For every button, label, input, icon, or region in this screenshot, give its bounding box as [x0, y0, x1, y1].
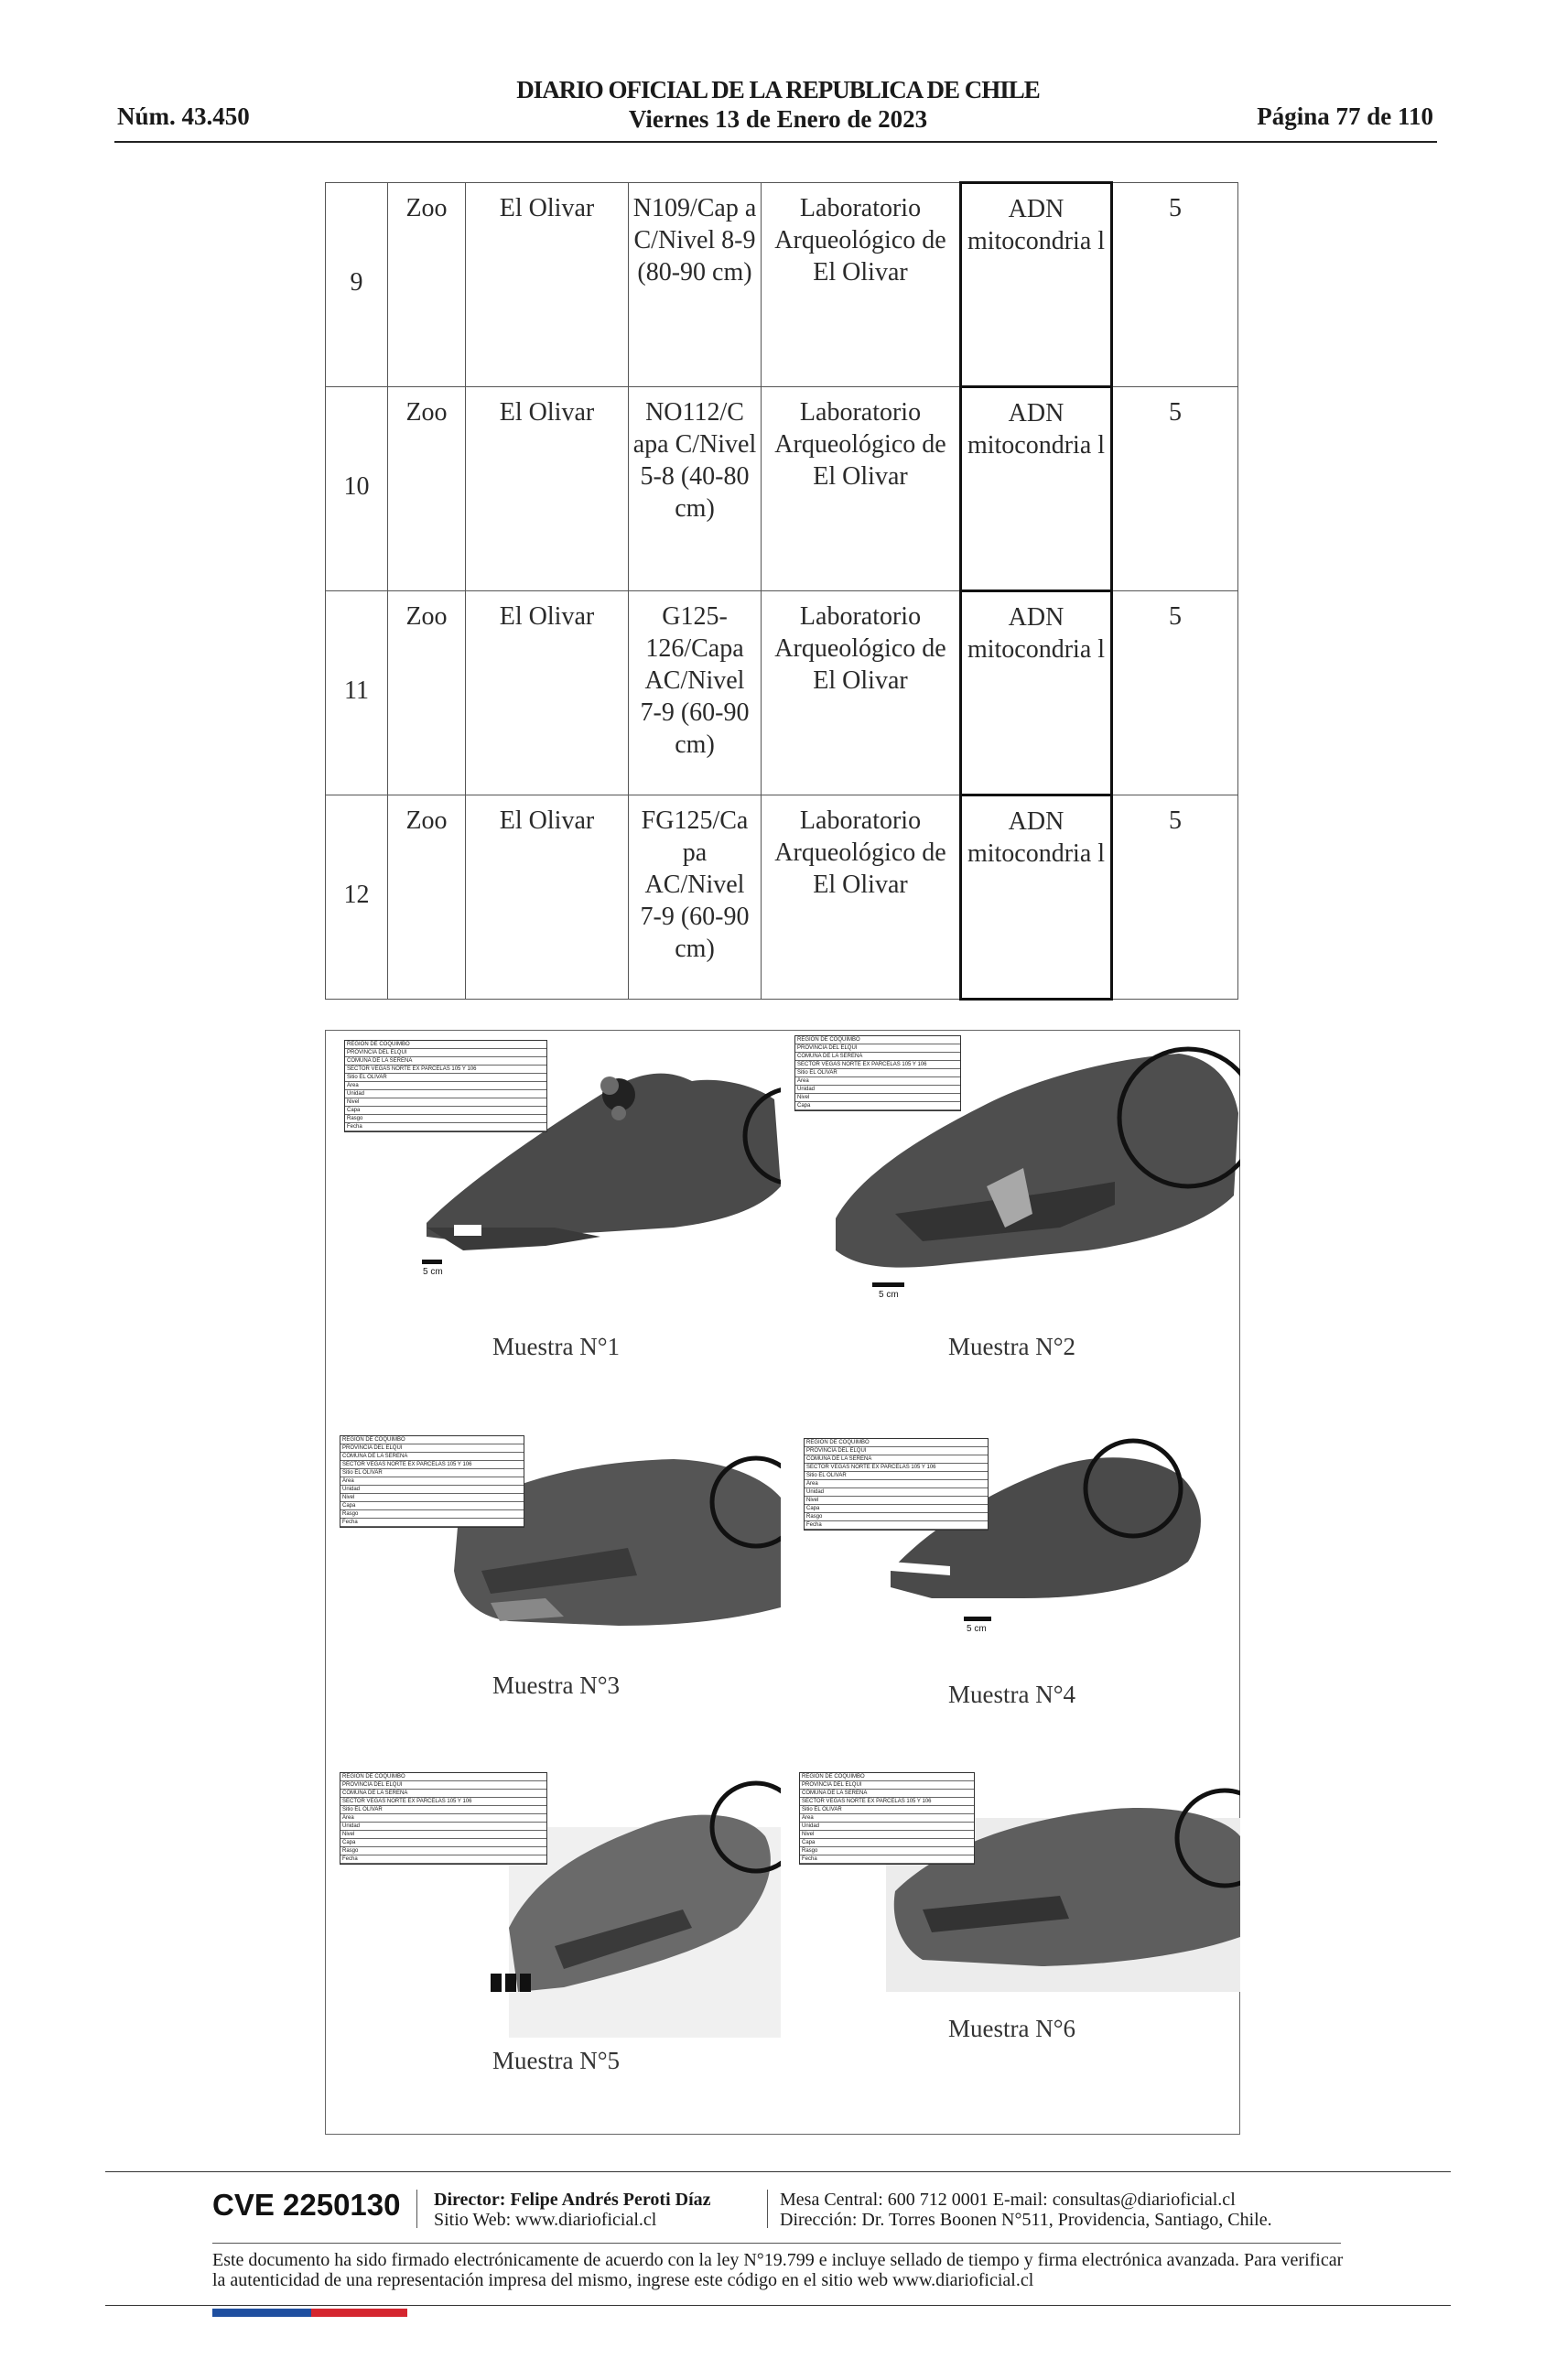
row-location: NO112/C apa C/Nivel 5-8 (40-80 cm): [629, 387, 762, 591]
footer-rule: [105, 2171, 1451, 2172]
row-qty: 5: [1112, 183, 1238, 387]
row-analysis: ADN mitocondria l: [961, 795, 1112, 1000]
sample-photo-3: [326, 1433, 781, 1800]
footer-rule: [212, 2243, 1341, 2244]
photo-caption: Muestra N°3: [492, 1671, 621, 1699]
row-qty: 5: [1112, 591, 1238, 795]
sample-photo-5: [326, 1772, 781, 2138]
row-id: 9: [326, 183, 388, 387]
specimen-label: REGION DE COQUIMBO PROVINCIA DEL ELQUI COMUNA DE LA SERENA SECTOR VEGAS NORTE EX PARCELAS 105 Y 106 Sitio EL OLIVAR Área Unidad Nivel Capa Rasgo Fecha: [344, 1040, 547, 1132]
row-site: El Olivar: [466, 591, 629, 795]
header-rule: [114, 141, 1437, 143]
row-location: G125-126/Capa AC/Nivel 7-9 (60-90 cm): [629, 591, 762, 795]
sample-photo-grid: [325, 1030, 1240, 2135]
footer-divider: [767, 2190, 768, 2228]
photo-caption: Muestra N°1: [492, 1333, 621, 1360]
specimen-label: REGION DE COQUIMBO PROVINCIA DEL ELQUI COMUNA DE LA SERENA SECTOR VEGAS NORTE EX PARCELAS 105 Y 106 Sitio EL OLIVAR Área Unidad Nivel Capa Rasgo Fecha: [804, 1438, 989, 1531]
sample-photo-1: [326, 1031, 781, 1397]
specimen-label: REGION DE COQUIMBO PROVINCIA DEL ELQUI COMUNA DE LA SERENA SECTOR VEGAS NORTE EX PARCELAS 105 Y 106 Sitio EL OLIVAR Área Unidad Nivel Capa Rasgo Fecha: [340, 1435, 524, 1528]
row-lab: Laboratorio Arqueológico de El Olivar: [762, 183, 961, 387]
table-row: [326, 387, 1238, 591]
sample-photo-6: [785, 1772, 1240, 2138]
scale-label: 5 cm: [879, 1290, 899, 1300]
row-id: 11: [326, 591, 388, 795]
table-row: [326, 795, 1238, 1000]
row-site: El Olivar: [466, 795, 629, 1000]
row-site: El Olivar: [466, 183, 629, 387]
photo-caption: Muestra N°5: [492, 2047, 621, 2074]
specimen-label: REGION DE COQUIMBO PROVINCIA DEL ELQUI COMUNA DE LA SERENA SECTOR VEGAS NORTE EX PARCELAS 105 Y 106 Sitio EL OLIVAR Área Unidad Nivel Capa Rasgo Fecha: [340, 1772, 547, 1865]
scale-label: 5 cm: [423, 1267, 443, 1277]
row-location: N109/Cap a C/Nivel 8-9 (80-90 cm): [629, 183, 762, 387]
row-location: FG125/Ca pa AC/Nivel 7-9 (60-90 cm): [629, 795, 762, 1000]
legal-notice: Este documento ha sido firmado electrónicamente de acuerdo con la ley N°19.799 e incluye sellado de tiempo y firma electrónica avanzada. Para verificar la autenticidad de una representación impresa del mismo, ingrese este código en el sitio web www.diarioficial.cl: [212, 2250, 1344, 2290]
row-site: El Olivar: [466, 387, 629, 591]
masthead: [458, 75, 1098, 134]
masthead-date: Viernes 13 de Enero de 2023: [628, 105, 928, 133]
cve-code: CVE 2250130: [212, 2188, 401, 2222]
row-type: Zoo: [388, 795, 466, 1000]
director-name: Director: Felipe Andrés Peroti Díaz: [434, 2190, 711, 2210]
footer-contact: [780, 2190, 1272, 2230]
specimen-label: REGION DE COQUIMBO PROVINCIA DEL ELQUI COMUNA DE LA SERENA SECTOR VEGAS NORTE EX PARCELAS 105 Y 106 Sitio EL OLIVAR Área Unidad Nivel Capa Rasgo Fecha: [799, 1772, 975, 1865]
website[interactable]: Sitio Web: www.diarioficial.cl: [434, 2210, 657, 2230]
sample-photo-2: [785, 1031, 1240, 1397]
row-analysis: ADN mitocondria l: [961, 387, 1112, 591]
row-analysis: ADN mitocondria l: [961, 591, 1112, 795]
contact-phone-email: Mesa Central: 600 712 0001 E-mail: consultas@diarioficial.cl: [780, 2190, 1236, 2210]
page-number: Página 77 de 110: [1257, 103, 1433, 130]
photo-caption: Muestra N°4: [948, 1681, 1076, 1708]
flag-stripe-blue: [212, 2309, 311, 2317]
row-id: 10: [326, 387, 388, 591]
specimen-label: REGION DE COQUIMBO PROVINCIA DEL ELQUI COMUNA DE LA SERENA SECTOR VEGAS NORTE EX PARCELAS 105 Y 106 Sitio EL OLIVAR Área Unidad Nivel Capa: [794, 1035, 961, 1111]
sample-photo-4: [785, 1433, 1240, 1800]
row-type: Zoo: [388, 591, 466, 795]
row-type: Zoo: [388, 387, 466, 591]
masthead-title: DIARIO OFICIAL DE LA REPUBLICA DE CHILE: [516, 76, 1040, 103]
row-qty: 5: [1112, 387, 1238, 591]
row-id: 12: [326, 795, 388, 1000]
row-lab: Laboratorio Arqueológico de El Olivar: [762, 591, 961, 795]
row-type: Zoo: [388, 183, 466, 387]
footer-director: [434, 2190, 711, 2230]
samples-table: [325, 181, 1238, 1001]
footer-rule: [105, 2305, 1451, 2306]
row-qty: 5: [1112, 795, 1238, 1000]
row-lab: Laboratorio Arqueológico de El Olivar: [762, 387, 961, 591]
row-analysis: ADN mitocondria l: [961, 183, 1112, 387]
table-row: [326, 183, 1238, 387]
table-row: [326, 591, 1238, 795]
row-lab: Laboratorio Arqueológico de El Olivar: [762, 795, 961, 1000]
photo-caption: Muestra N°6: [948, 2015, 1076, 2042]
scale-label: 5 cm: [967, 1624, 987, 1634]
flag-stripe-red: [311, 2309, 407, 2317]
contact-address: Dirección: Dr. Torres Boonen N°511, Providencia, Santiago, Chile.: [780, 2210, 1272, 2230]
footer-divider: [416, 2190, 417, 2228]
issue-number: Núm. 43.450: [117, 103, 250, 130]
photo-caption: Muestra N°2: [948, 1333, 1076, 1360]
